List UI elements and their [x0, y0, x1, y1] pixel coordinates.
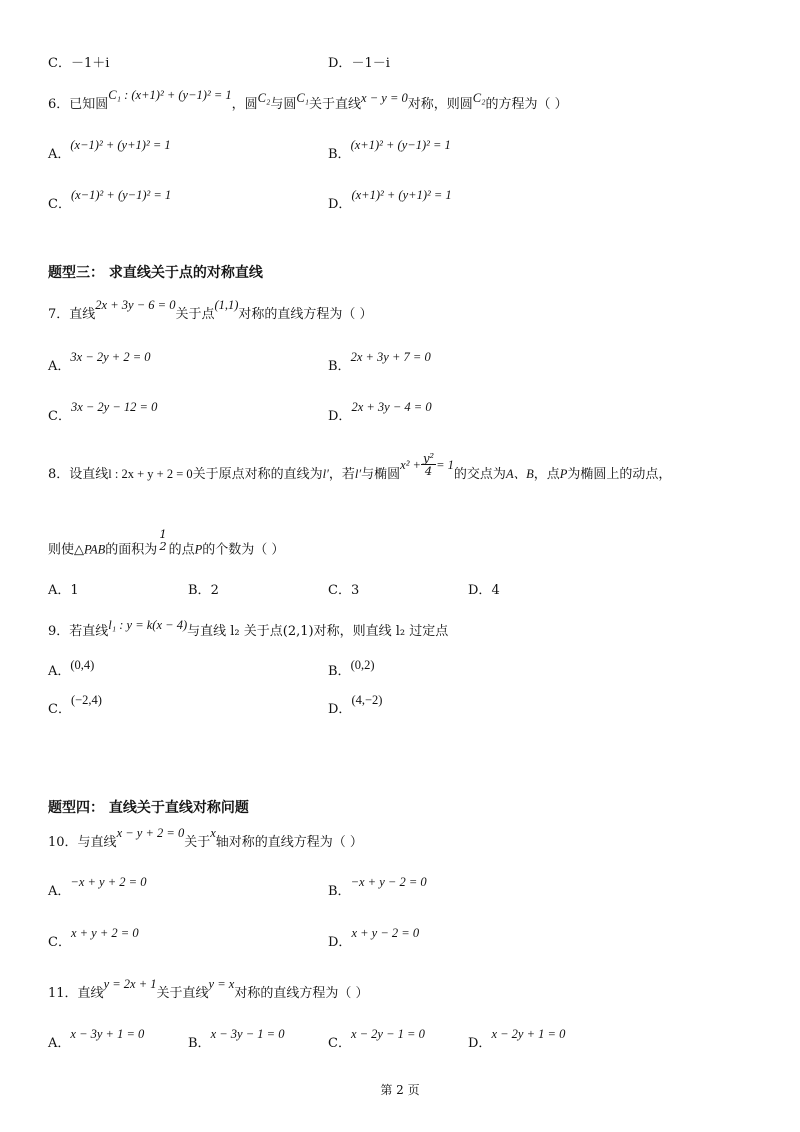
option-value: (x−1)² + (y+1)² = 1	[70, 138, 171, 152]
option-label: D．	[328, 56, 352, 71]
stem-text: 的点	[168, 542, 195, 558]
question-6-stem	[48, 88, 568, 112]
math-p: P	[194, 542, 203, 557]
stem-text: 与圆	[270, 97, 297, 112]
math-circle-eq: C₁ : (x+1)² + (y−1)² = 1	[108, 88, 232, 102]
option-value: x − 2y + 1 = 0	[491, 1027, 566, 1041]
option-value: x − 3y + 1 = 0	[70, 1027, 145, 1041]
math-ellipse: x² +	[400, 458, 421, 472]
stem-text: 直线	[77, 986, 104, 1001]
q11-option-d	[468, 1027, 566, 1051]
math-l-prime: l′	[354, 467, 362, 481]
question-9-stem	[48, 620, 448, 639]
math-ellipse: = 1	[436, 458, 454, 472]
stem-text: 与椭圆	[361, 467, 401, 482]
fraction-one-half	[157, 528, 168, 552]
option-value: 1	[70, 583, 79, 598]
option-value: (x−1)² + (y−1)² = 1	[70, 188, 172, 202]
option-value: 2x + 3y − 4 = 0	[351, 400, 432, 414]
stem-text: 关于点	[175, 307, 215, 322]
math-point: (1,1)	[214, 298, 239, 312]
option-label: D．	[468, 1036, 492, 1051]
option-label: B．	[328, 147, 351, 162]
q8-option-d	[468, 579, 500, 598]
option-label: D．	[328, 702, 352, 717]
question-number: 6．	[48, 97, 70, 112]
q10-option-d	[328, 926, 420, 950]
question-number: 8．	[48, 467, 70, 482]
option-label: B．	[328, 359, 351, 374]
option-label: B．	[188, 1036, 211, 1051]
page-number: 第 2 页	[380, 1083, 420, 1097]
section-title-4: 题型四： 直线关于直线对称问题	[48, 800, 249, 816]
stem-text: ，若	[328, 467, 355, 482]
option-value: －1＋i	[70, 56, 110, 71]
option-value: 3x − 2y − 12 = 0	[70, 400, 158, 414]
stem-text: ，点	[533, 467, 560, 482]
question-number: 10．	[48, 835, 78, 850]
math-line-eq: l : 2x + y + 2 = 0	[108, 467, 193, 481]
q9-option-c	[48, 693, 102, 717]
option-label: A．	[48, 1036, 71, 1051]
fraction-numerator: y²	[423, 451, 435, 465]
stem-text: 设直线	[69, 467, 109, 482]
fraction-denominator: 4	[424, 464, 433, 478]
option-value: (−2,4)	[70, 693, 102, 707]
q8-option-c	[328, 579, 359, 598]
option-label: C．	[48, 409, 71, 424]
q7-option-b	[328, 350, 431, 374]
stem-text: 对称的直线方程为（ ）	[238, 307, 373, 322]
option-value: －1－i	[351, 56, 390, 71]
math-c2: C₂	[472, 91, 486, 105]
fraction-y2-over-4	[421, 452, 436, 477]
math-line-eq: l₁ : y = k(x − 4)	[108, 618, 188, 632]
option-value: 2	[210, 583, 219, 598]
stem-text: 与直线	[77, 835, 117, 850]
stem-text: 与直线 l₂ 关于点(2,1)对称，则直线 l₂ 过定点	[187, 624, 449, 639]
math-pab: PAB	[84, 542, 106, 557]
q11-option-a	[48, 1027, 145, 1051]
question-number: 9．	[48, 624, 70, 639]
q6-option-d	[328, 188, 452, 212]
option-value: x − 3y − 1 = 0	[210, 1027, 285, 1041]
question-8-stem-line2	[48, 527, 285, 562]
math-line-eq: x − y + 2 = 0	[116, 826, 185, 840]
q10-option-a	[48, 875, 147, 899]
q8-option-a	[48, 579, 79, 598]
stem-text: 的交点为	[453, 467, 506, 482]
option-label: A．	[48, 583, 71, 598]
option-label: A．	[48, 664, 71, 679]
section-title-3: 题型三： 求直线关于点的对称直线	[48, 265, 263, 281]
fraction-denominator: 2	[159, 539, 167, 553]
stem-text: 若直线	[69, 624, 109, 639]
stem-text: 的个数为（ ）	[202, 542, 285, 558]
stem-text: 关于	[184, 835, 211, 850]
question-11-stem	[48, 977, 369, 1001]
option-label: C．	[48, 197, 71, 212]
option-label: C．	[48, 935, 71, 950]
option-value: x + y + 2 = 0	[70, 926, 139, 940]
stem-text: 对称的直线方程为（ ）	[234, 986, 369, 1001]
option-label: A．	[48, 147, 71, 162]
option-value: x + y − 2 = 0	[351, 926, 420, 940]
option-value: (0,2)	[350, 658, 375, 672]
q7-option-d	[328, 400, 432, 424]
math-l-prime: l′	[322, 467, 329, 481]
option-value: −x + y + 2 = 0	[70, 875, 147, 889]
math-c1: C₁	[296, 91, 310, 105]
stem-text: 已知圆	[69, 97, 109, 112]
option-value: (4,−2)	[351, 693, 383, 707]
option-label: C．	[328, 583, 351, 598]
option-label: D．	[328, 409, 352, 424]
stem-text: 直线	[69, 307, 96, 322]
option-label: B．	[328, 664, 351, 679]
question-7-stem	[48, 298, 373, 322]
q5-option-c	[48, 52, 109, 71]
math-line-eq: y = x	[208, 977, 235, 991]
question-8-stem-line1	[48, 451, 672, 487]
q6-option-b	[328, 138, 451, 162]
stem-text: 为椭圆上的动点，	[567, 467, 672, 482]
stem-text: 的面积为	[105, 542, 158, 558]
q11-option-b	[188, 1027, 285, 1051]
stem-text: 的方程为（ ）	[485, 97, 568, 112]
option-label: A．	[48, 359, 71, 374]
q5-option-d	[328, 52, 390, 71]
stem-text: 则使△	[48, 542, 84, 558]
math-p: P	[559, 467, 568, 481]
option-value: −x + y − 2 = 0	[350, 875, 427, 889]
q11-option-c	[328, 1027, 425, 1051]
option-label: B．	[328, 884, 351, 899]
question-10-stem	[48, 826, 363, 850]
q6-option-a	[48, 138, 171, 162]
math-axis: x	[210, 826, 216, 840]
option-value: 2x + 3y + 7 = 0	[350, 350, 431, 364]
option-value: (0,4)	[70, 658, 95, 672]
q10-option-c	[48, 926, 139, 950]
math-points: A、B	[505, 467, 534, 481]
math-line-eq: 2x + 3y − 6 = 0	[95, 298, 176, 312]
q7-option-a	[48, 350, 151, 374]
q9-option-a	[48, 660, 94, 679]
option-value: (x+1)² + (y+1)² = 1	[351, 188, 452, 202]
option-label: C．	[328, 1036, 351, 1051]
option-value: 3x − 2y + 2 = 0	[70, 350, 151, 364]
option-label: A．	[48, 884, 71, 899]
option-label: B．	[188, 583, 211, 598]
question-number: 7．	[48, 307, 70, 322]
q6-option-c	[48, 188, 172, 212]
q9-option-b	[328, 660, 375, 679]
fraction-numerator: 1	[159, 527, 167, 541]
math-c2: C₂	[257, 91, 271, 105]
q7-option-c	[48, 400, 158, 424]
option-label: D．	[468, 583, 492, 598]
q9-option-d	[328, 693, 383, 717]
math-line-eq: y = 2x + 1	[103, 977, 157, 991]
stem-text: 关于原点对称的直线为	[192, 467, 323, 482]
option-value: (x+1)² + (y−1)² = 1	[350, 138, 451, 152]
option-value: 4	[491, 583, 500, 598]
option-label: D．	[328, 197, 352, 212]
question-number: 11．	[48, 986, 78, 1001]
stem-text: 关于直线	[156, 986, 209, 1001]
stem-text: 关于直线	[309, 97, 362, 112]
stem-text: ，圆	[231, 97, 258, 112]
option-value: 3	[350, 583, 360, 598]
stem-text: 对称，则圆	[407, 97, 473, 112]
q8-option-b	[188, 579, 219, 598]
stem-text: 轴对称的直线方程为（ ）	[215, 835, 363, 850]
math-line-eq: x − y = 0	[361, 91, 408, 105]
q10-option-b	[328, 875, 427, 899]
option-label: C．	[48, 702, 71, 717]
option-label: C．	[48, 56, 71, 71]
option-label: D．	[328, 935, 352, 950]
option-value: x − 2y − 1 = 0	[350, 1027, 425, 1041]
